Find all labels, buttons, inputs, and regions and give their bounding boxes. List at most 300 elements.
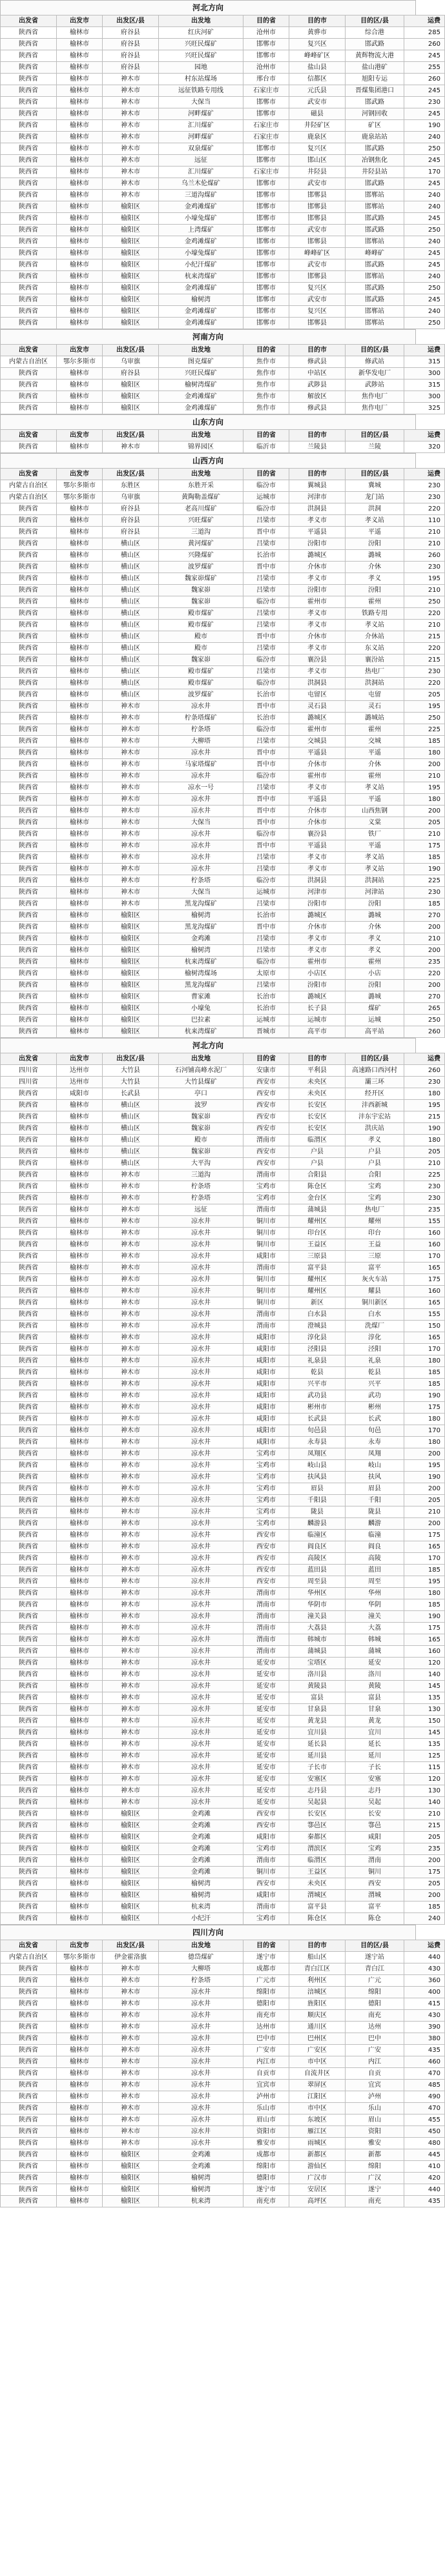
table-cell: 锦界园区: [159, 441, 243, 453]
table-cell: 延安市: [243, 1727, 289, 1739]
table-cell: 柠条塔煤矿: [159, 713, 243, 724]
column-header: 出发市: [57, 1940, 103, 1952]
table-cell: 陕西省: [1, 1963, 57, 1975]
table-row: [1, 1797, 445, 1809]
table-cell: 西安市: [243, 1553, 289, 1565]
table-cell: 横山区: [103, 654, 159, 666]
column-header: 目的市: [289, 15, 346, 27]
table-cell: 255: [404, 62, 445, 74]
table-cell: 西安市: [243, 1088, 289, 1100]
table-cell: 东胜开采: [159, 480, 243, 492]
table-cell: 平遥县: [289, 840, 346, 852]
table-cell: 太原市: [243, 968, 289, 980]
table-cell: 邯郸市: [243, 108, 289, 120]
column-header: 出发区/县: [103, 430, 159, 441]
table-row: [1, 1669, 445, 1681]
table-cell: 165: [404, 1263, 445, 1274]
table-cell: 翼城县: [289, 480, 346, 492]
table-cell: 155: [404, 1309, 445, 1321]
table-cell: 170: [404, 1251, 445, 1263]
section-title: 河北方向: [0, 0, 416, 15]
table-row: [1, 2045, 445, 2056]
table-cell: 陕西省: [1, 1344, 57, 1355]
table-cell: 245: [404, 213, 445, 225]
table-cell: 横山区: [103, 550, 159, 562]
table-cell: 金鸡滩: [159, 1809, 243, 1820]
table-row: [1, 213, 445, 225]
table-cell: 榆阳区: [103, 933, 159, 945]
table-cell: 杭来湾煤矿: [159, 1026, 243, 1038]
table-cell: 邯武路: [346, 39, 404, 50]
table-cell: 富平: [346, 1902, 404, 1913]
table-cell: 汾阳市: [289, 980, 346, 991]
table-cell: 凉水井: [159, 1355, 243, 1367]
section-title: 河南方向: [0, 329, 416, 344]
table-cell: 延安: [346, 1658, 404, 1669]
table-cell: 魏家峁: [159, 654, 243, 666]
table-cell: 245: [404, 50, 445, 62]
table-cell: 榆林市: [57, 1146, 103, 1158]
table-cell: 凉水井: [159, 1774, 243, 1785]
table-cell: 陕西省: [1, 1239, 57, 1251]
table-row: [1, 1634, 445, 1646]
table-cell: 435: [404, 2196, 445, 2207]
table-cell: 陕西省: [1, 1820, 57, 1832]
table-cell: 东坡区: [289, 2115, 346, 2126]
table-cell: 神木市: [103, 747, 159, 759]
table-cell: 平遥: [346, 527, 404, 538]
table-row: [1, 1716, 445, 1727]
table-cell: 三道沟: [159, 1170, 243, 1181]
table-cell: 凉水井: [159, 1588, 243, 1599]
table-row: [1, 2022, 445, 2033]
table-row: [1, 167, 445, 178]
table-cell: 榆阳区: [103, 1820, 159, 1832]
table-cell: 横山区: [103, 573, 159, 585]
table-cell: 榆林市: [57, 527, 103, 538]
table-cell: 200: [404, 759, 445, 771]
table-cell: 240: [404, 306, 445, 318]
table-row: [1, 1599, 445, 1611]
table-cell: 延安市: [243, 1681, 289, 1692]
table-cell: 殿市煤矿: [159, 678, 243, 689]
table-cell: 210: [404, 1506, 445, 1518]
table-cell: 神木市: [103, 2103, 159, 2115]
table-cell: 吕梁市: [243, 852, 289, 864]
table-row: [1, 190, 445, 201]
table-row: [1, 1843, 445, 1855]
table-cell: 渭南市: [243, 1263, 289, 1274]
table-cell: 介休: [346, 922, 404, 933]
table-cell: 榆林市: [57, 1727, 103, 1739]
table-cell: 165: [404, 1634, 445, 1646]
table-cell: 西安市: [243, 1158, 289, 1170]
table-cell: 凉水井: [159, 1390, 243, 1402]
table-cell: 榆林市: [57, 1809, 103, 1820]
table-cell: 金鸡滩: [159, 1820, 243, 1832]
table-cell: 交城县: [289, 736, 346, 747]
table-cell: 河津市: [289, 492, 346, 503]
table-cell: 神木市: [103, 1518, 159, 1530]
table-cell: 180: [404, 1588, 445, 1599]
table-cell: 潞城: [346, 910, 404, 922]
table-cell: 榆林市: [57, 1309, 103, 1321]
table-cell: 礼泉县: [289, 1355, 346, 1367]
table-cell: 铜川市: [243, 1286, 289, 1297]
table-cell: 神木市: [103, 1681, 159, 1692]
table-cell: 榆林市: [57, 1611, 103, 1623]
table-cell: 陕西省: [1, 1646, 57, 1658]
table-cell: 245: [404, 178, 445, 190]
table-cell: 神木市: [103, 759, 159, 771]
table-cell: 府谷县: [103, 368, 159, 380]
table-cell: 介休市: [289, 806, 346, 817]
table-cell: 神木市: [103, 178, 159, 190]
table-cell: 245: [404, 248, 445, 259]
table-row: [1, 1658, 445, 1669]
table-row: [1, 1460, 445, 1472]
table-row: [1, 1472, 445, 1483]
table-cell: 神木市: [103, 1448, 159, 1460]
table-cell: 金鸡滩: [159, 1855, 243, 1867]
table-cell: 霍州: [346, 724, 404, 736]
table-cell: 自流井区: [289, 2068, 346, 2080]
table-row: [1, 283, 445, 294]
table-cell: 陕西省: [1, 1565, 57, 1576]
table-cell: 榆林市: [57, 1553, 103, 1565]
table-cell: 合阳县: [289, 1170, 346, 1181]
table-cell: 陈仓: [346, 1913, 404, 1925]
table-cell: 榆阳区: [103, 1843, 159, 1855]
table-cell: 225: [404, 1170, 445, 1181]
table-cell: 陕西省: [1, 1785, 57, 1797]
table-cell: 榆阳区: [103, 1809, 159, 1820]
section-title: 河北方向: [0, 1038, 416, 1053]
table-cell: 榆阳区: [103, 980, 159, 991]
table-cell: 榆阳区: [103, 380, 159, 391]
table-cell: 峰峰矿区: [289, 50, 346, 62]
table-cell: 185: [404, 852, 445, 864]
table-cell: 邯郸市: [243, 225, 289, 236]
table-cell: 交城: [346, 736, 404, 747]
table-row: [1, 1588, 445, 1599]
table-cell: 汇川煤矿: [159, 167, 243, 178]
table-cell: 陕西省: [1, 945, 57, 957]
table-cell: 190: [404, 1611, 445, 1623]
table-header-row: [1, 345, 445, 356]
table-cell: 资阳: [346, 2126, 404, 2138]
table-cell: 铜川市: [243, 1867, 289, 1878]
table-cell: 德阳: [346, 1998, 404, 2010]
table-cell: 神木市: [103, 701, 159, 713]
table-cell: 榆林市: [57, 1390, 103, 1402]
table-row: [1, 356, 445, 368]
table-cell: 榆阳区: [103, 2173, 159, 2184]
table-header-row: [1, 430, 445, 441]
table-cell: 神木市: [103, 167, 159, 178]
table-cell: 凉水井: [159, 829, 243, 840]
table-cell: 凉水井: [159, 1460, 243, 1472]
table-cell: 渭南市: [243, 1204, 289, 1216]
table-cell: 榆林市: [57, 50, 103, 62]
table-cell: 邯郸县: [289, 213, 346, 225]
table-cell: 榆阳区: [103, 945, 159, 957]
table-cell: 河钢回收: [346, 108, 404, 120]
column-header: 出发地: [159, 345, 243, 356]
table-cell: 长治市: [243, 991, 289, 1003]
table-cell: 陕西省: [1, 306, 57, 318]
table-cell: 成都市: [243, 2149, 289, 2161]
table-row: [1, 259, 445, 271]
table-cell: 陕西省: [1, 143, 57, 155]
table-cell: 175: [404, 1867, 445, 1878]
table-cell: 陕西省: [1, 403, 57, 414]
table-cell: 陕西省: [1, 1658, 57, 1669]
table-row: [1, 2196, 445, 2207]
table-cell: 285: [404, 27, 445, 39]
table-row: [1, 1065, 445, 1077]
table-cell: 凉水井: [159, 1692, 243, 1704]
table-row: [1, 1402, 445, 1414]
table-cell: 215: [404, 1820, 445, 1832]
table-cell: 175: [404, 1402, 445, 1414]
table-cell: 榆阳区: [103, 294, 159, 306]
table-cell: 230: [404, 666, 445, 678]
table-cell: 殿市煤矿: [159, 620, 243, 631]
table-cell: 榆林市: [57, 620, 103, 631]
table-row: [1, 1216, 445, 1228]
table-cell: 榆林市: [57, 1321, 103, 1332]
table-cell: 鄠邑区: [289, 1820, 346, 1832]
table-cell: 陕西省: [1, 1809, 57, 1820]
table-cell: 185: [404, 1902, 445, 1913]
table-cell: 陕西省: [1, 2115, 57, 2126]
table-cell: 175: [404, 1623, 445, 1634]
table-cell: 榆林市: [57, 1987, 103, 1998]
table-cell: 陕西省: [1, 1228, 57, 1239]
table-cell: 宝塔区: [289, 1658, 346, 1669]
table-row: [1, 1913, 445, 1925]
table-cell: 井陉县: [289, 167, 346, 178]
table-cell: 雁江区: [289, 2126, 346, 2138]
table-cell: 200: [404, 980, 445, 991]
table-cell: 邯郸市: [243, 248, 289, 259]
table-cell: 210: [404, 829, 445, 840]
table-cell: 240: [404, 190, 445, 201]
table-cell: 陕西省: [1, 1867, 57, 1878]
table-cell: 千阳: [346, 1495, 404, 1506]
table-cell: 晋中市: [243, 806, 289, 817]
table-cell: 榆林市: [57, 1355, 103, 1367]
table-cell: 凉水井: [159, 1228, 243, 1239]
table-cell: 周至: [346, 1576, 404, 1588]
table-cell: 陕西省: [1, 74, 57, 85]
table-cell: 陕西省: [1, 39, 57, 50]
table-header-row: [1, 15, 445, 27]
column-header: 出发市: [57, 345, 103, 356]
table-cell: 魏家峁: [159, 1123, 243, 1135]
table-cell: 巴中: [346, 2033, 404, 2045]
table-cell: 鄂尔多斯市: [57, 492, 103, 503]
table-cell: 老高川煤矿: [159, 503, 243, 515]
table-row: [1, 2149, 445, 2161]
table-row: [1, 85, 445, 97]
table-header-row: [1, 1940, 445, 1952]
table-cell: 榆阳区: [103, 1003, 159, 1015]
table-cell: 潞城: [346, 550, 404, 562]
table-cell: 榆林市: [57, 1774, 103, 1785]
table-cell: 乐山市: [243, 2103, 289, 2115]
table-cell: 市中区: [289, 2103, 346, 2115]
table-row: [1, 2138, 445, 2149]
table-cell: 130: [404, 1704, 445, 1716]
table-cell: 神木市: [103, 2068, 159, 2080]
table-cell: 神木市: [103, 875, 159, 887]
table-cell: 陕西省: [1, 2149, 57, 2161]
table-cell: 铜川市: [243, 1216, 289, 1228]
table-cell: 榆林市: [57, 864, 103, 875]
table-row: [1, 806, 445, 817]
table-cell: 榆林市: [57, 403, 103, 414]
table-cell: 陕西省: [1, 1297, 57, 1309]
table-cell: 洪洞站: [346, 875, 404, 887]
table-cell: 榆林市: [57, 747, 103, 759]
table-row: [1, 201, 445, 213]
table-cell: 孝义市: [289, 852, 346, 864]
table-cell: 凉水井: [159, 1448, 243, 1460]
table-cell: 160: [404, 1286, 445, 1297]
table-cell: 延安市: [243, 1716, 289, 1727]
table-row: [1, 2010, 445, 2022]
table-cell: 横山区: [103, 1123, 159, 1135]
table-cell: 韩城: [346, 1634, 404, 1646]
table-cell: 凉水井: [159, 1239, 243, 1251]
table-cell: 凉水井: [159, 1402, 243, 1414]
table-cell: 巴中市: [243, 2033, 289, 2045]
table-cell: 榆林市: [57, 1963, 103, 1975]
table-cell: 凉水井: [159, 1495, 243, 1506]
table-cell: 神木市: [103, 887, 159, 898]
table-cell: 柠条塔: [159, 724, 243, 736]
table-cell: 金鸡滩煤矿: [159, 306, 243, 318]
table-row: [1, 1274, 445, 1286]
column-header: 目的市: [289, 1940, 346, 1952]
table-cell: 金鸡滩: [159, 1843, 243, 1855]
table-cell: 陕西省: [1, 620, 57, 631]
table-cell: 榆林市: [57, 654, 103, 666]
table-cell: 陕西省: [1, 213, 57, 225]
table-cell: 陕西省: [1, 1750, 57, 1762]
table-cell: 陕西省: [1, 875, 57, 887]
table-cell: 陕西省: [1, 1286, 57, 1297]
table-cell: 霍州: [346, 596, 404, 608]
table-cell: 220: [404, 643, 445, 654]
table-cell: 陕西省: [1, 527, 57, 538]
table-cell: 金鸡滩煤矿: [159, 201, 243, 213]
table-cell: 邯郸站: [346, 271, 404, 283]
table-cell: 陕西省: [1, 1135, 57, 1146]
table-row: [1, 980, 445, 991]
table-cell: 雅安: [346, 2138, 404, 2149]
table-cell: 安居区: [289, 2184, 346, 2196]
table-cell: 志丹县: [289, 1785, 346, 1797]
table-cell: 长安区: [289, 1123, 346, 1135]
table-cell: 榆林市: [57, 1878, 103, 1890]
table-row: [1, 957, 445, 968]
table-cell: 210: [404, 620, 445, 631]
table-cell: 耀州区: [289, 1286, 346, 1297]
table-cell: 陕西省: [1, 1774, 57, 1785]
table-cell: 陕西省: [1, 562, 57, 573]
table-cell: 眉山市: [243, 2115, 289, 2126]
table-cell: 利州区: [289, 1975, 346, 1987]
table-cell: 陕西省: [1, 829, 57, 840]
table-cell: 平遥县: [289, 527, 346, 538]
table-cell: 榆林市: [57, 1530, 103, 1541]
table-cell: 陕西省: [1, 283, 57, 294]
table-cell: 合阳: [346, 1170, 404, 1181]
table-cell: 200: [404, 1890, 445, 1902]
table-cell: 神木市: [103, 1975, 159, 1987]
table-cell: 陕西省: [1, 933, 57, 945]
table-cell: 新都区: [289, 2149, 346, 2161]
table-cell: 复兴区: [289, 306, 346, 318]
table-cell: 府谷县: [103, 527, 159, 538]
table-cell: 绵阳: [346, 1987, 404, 1998]
table-cell: 潞城区: [289, 713, 346, 724]
table-row: [1, 1390, 445, 1402]
table-cell: 平遥: [346, 794, 404, 806]
table-cell: 榆林市: [57, 225, 103, 236]
table-cell: 300: [404, 391, 445, 403]
table-cell: 霍州市: [289, 771, 346, 782]
table-cell: 渭南市: [243, 1588, 289, 1599]
table-row: [1, 1077, 445, 1088]
table-cell: 榆阳区: [103, 910, 159, 922]
table-cell: 旬邑: [346, 1425, 404, 1437]
table-cell: 榆林市: [57, 1750, 103, 1762]
table-cell: 孝义: [346, 933, 404, 945]
table-cell: 陕西省: [1, 1623, 57, 1634]
table-cell: 160: [404, 1239, 445, 1251]
table-cell: 485: [404, 2080, 445, 2091]
column-header: 出发区/县: [103, 15, 159, 27]
table-cell: 210: [404, 1158, 445, 1170]
table-cell: 185: [404, 1379, 445, 1390]
table-cell: 复兴区: [289, 39, 346, 50]
table-row: [1, 1902, 445, 1913]
table-cell: 泾阳县: [289, 1344, 346, 1355]
table-row: [1, 1820, 445, 1832]
table-cell: 榆林市: [57, 1135, 103, 1146]
table-cell: 榆林市: [57, 817, 103, 829]
table-cell: 陕西省: [1, 596, 57, 608]
table-cell: 榆林市: [57, 898, 103, 910]
table-cell: 新华发电厂: [346, 368, 404, 380]
table-cell: 陕西省: [1, 980, 57, 991]
table-cell: 孝义: [346, 945, 404, 957]
table-cell: 金鸡滩煤矿: [159, 403, 243, 414]
table-cell: 横山区: [103, 666, 159, 678]
table-cell: 翠屏区: [289, 2080, 346, 2091]
table-cell: 邯郸市: [243, 39, 289, 50]
table-cell: 315: [404, 380, 445, 391]
table-cell: 金鸡滩煤矿: [159, 391, 243, 403]
table-cell: 运城市: [243, 887, 289, 898]
table-cell: 榆林市: [57, 318, 103, 329]
table-cell: 陕西省: [1, 1495, 57, 1506]
table-cell: 260: [404, 550, 445, 562]
